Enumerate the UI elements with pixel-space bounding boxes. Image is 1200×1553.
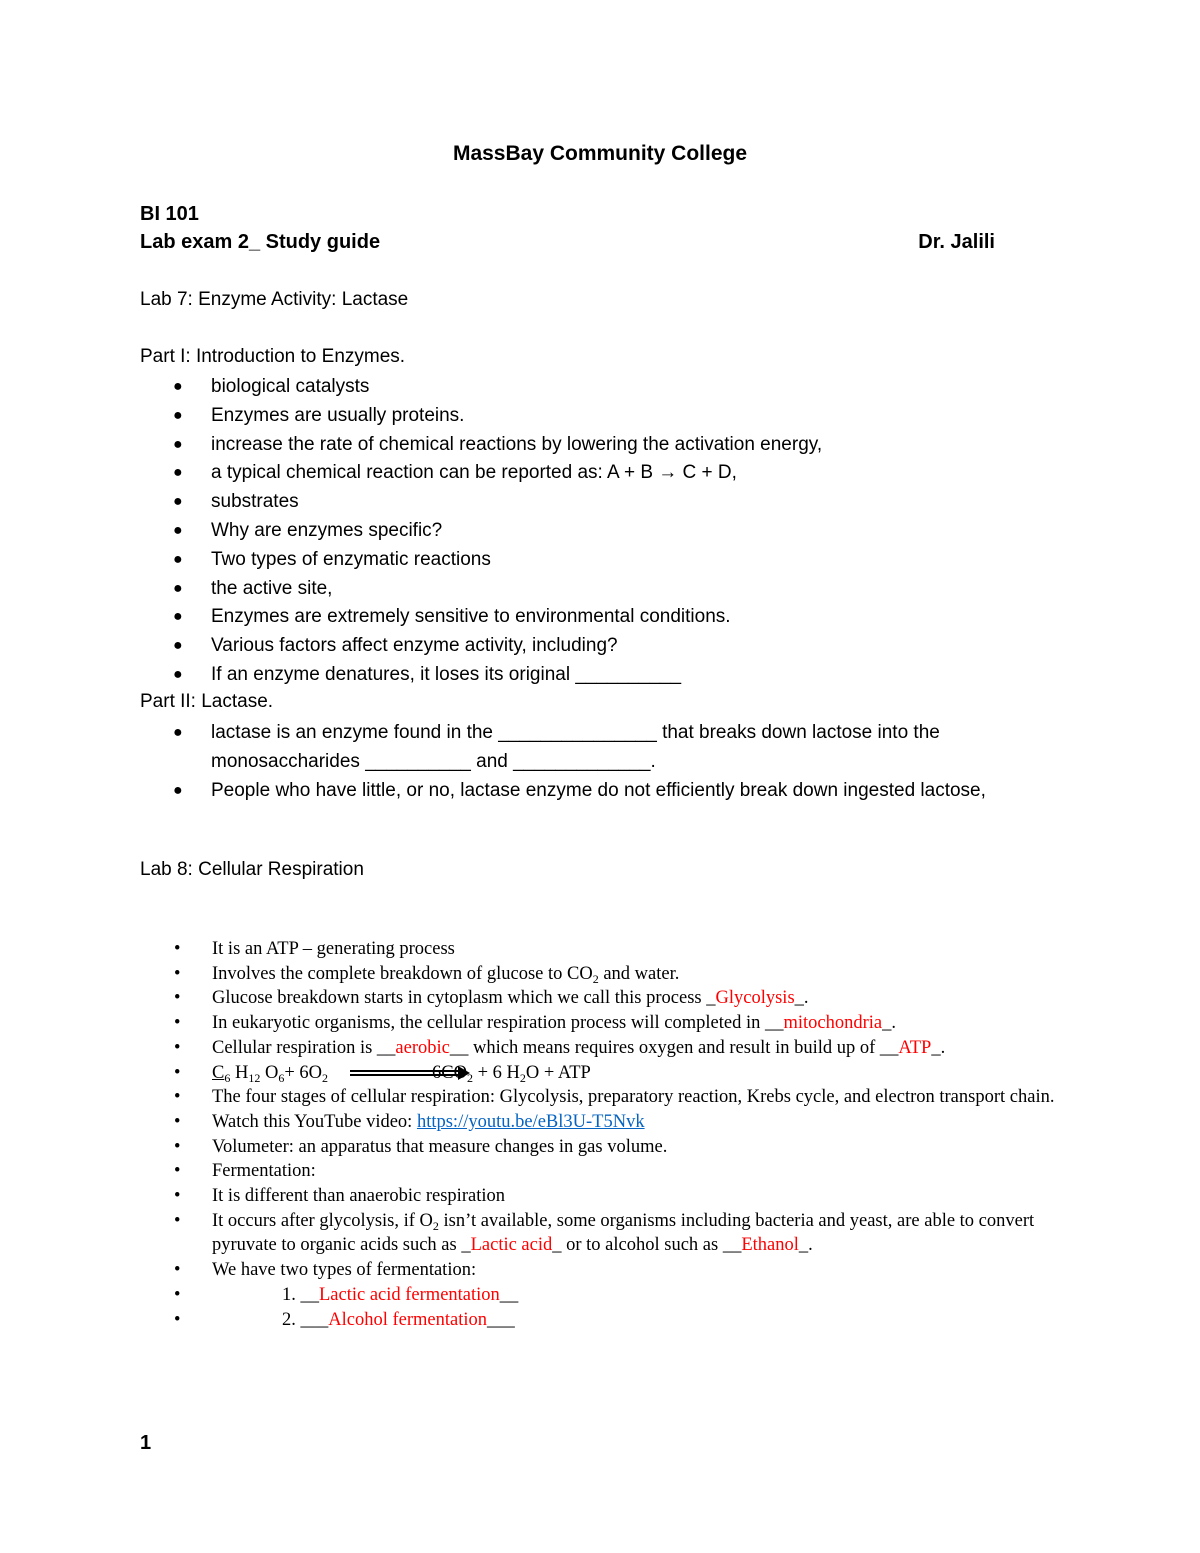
list-item: • Involves the complete breakdown of glucose to $CO_2$ and water.	[174, 963, 680, 986]
answer-mitochondria: mitochondria	[783, 1013, 883, 1034]
bullet-icon: ●	[173, 435, 183, 453]
lab8-heading: Lab 8: Cellular Respiration	[140, 859, 364, 880]
list-item: ● increase the rate of chemical reactions by lowering the activation energy,	[140, 431, 1060, 460]
bullet-icon: •	[174, 1210, 181, 1231]
bullet-icon: •	[174, 963, 181, 984]
bullet-icon: •	[174, 1260, 181, 1281]
bullet-icon: ●	[173, 637, 183, 655]
course-code: BI 101	[140, 203, 199, 225]
list-item: • The four stages of cellular respiration: Glycolysis, preparatory reaction, Krebs cycle, and electron transport chain.	[140, 1085, 1080, 1110]
answer-glycolysis: Glycolysis	[715, 988, 795, 1009]
part2-heading: Part II: Lactase.	[140, 691, 274, 712]
list-item: ● Why are enzymes specific?	[140, 517, 1060, 546]
bullet-icon: ●	[173, 608, 183, 626]
list-item: ● If an enzyme denatures, it loses its original __________	[140, 661, 1060, 690]
list-item: ● substrates	[140, 488, 1060, 517]
list-item: ● Two types of enzymatic reactions	[140, 546, 1060, 575]
answer-alcohol-fermentation: Alcohol fermentation	[328, 1309, 487, 1330]
youtube-link[interactable]: https://youtu.be/eBl3U-T5Nvk	[416, 1111, 645, 1132]
bullet-icon: •	[174, 988, 181, 1009]
list-item: • It is an ATP – generating process	[140, 937, 1080, 962]
part1-list	[140, 373, 1060, 690]
part1-heading: Part I: Introduction to Enzymes.	[140, 346, 406, 367]
bullet-icon: •	[174, 1037, 181, 1058]
list-item: • 1. __Lactic acid fermentation__	[140, 1283, 1080, 1308]
bullet-icon: ●	[173, 406, 183, 424]
instructor-name: Dr. Jalili	[918, 231, 995, 253]
bullet-icon: ●	[173, 579, 183, 597]
bullet-icon: ●	[173, 464, 183, 482]
bullet-icon: •	[174, 939, 181, 959]
list-item: • Cellular respiration is __aerobic__ which means requires oxygen and result in build up of __ATP_.	[140, 1036, 1080, 1061]
answer-lactic-acid: Lactic acid	[470, 1235, 553, 1256]
bullet-icon: •	[174, 1161, 181, 1182]
bullet-icon: ●	[173, 521, 183, 539]
list-item: • Glucose breakdown starts in cytoplasm which we call this process _Glycolysis_.	[140, 986, 1080, 1011]
list-item: • Fermentation:	[140, 1159, 1080, 1184]
list-item: ● Enzymes are usually proteins.	[140, 402, 1060, 431]
answer-aerobic: aerobic	[395, 1037, 450, 1058]
bullet-icon: •	[174, 1284, 181, 1305]
lab8-list	[140, 937, 1080, 1332]
bullet-icon: •	[174, 1309, 181, 1330]
bullet-icon: ●	[173, 378, 183, 395]
list-item: ● a typical chemical reaction can be reported as: A + B → C + D,	[140, 459, 1060, 488]
document-subtitle: Lab exam 2_ Study guide	[140, 231, 381, 253]
bullet-icon: •	[174, 1087, 181, 1108]
bullet-icon: •	[174, 1062, 181, 1083]
bullet-icon: ●	[173, 724, 183, 741]
college-title: MassBay Community College	[452, 142, 748, 165]
answer-lactic-fermentation: Lactic acid fermentation	[319, 1284, 500, 1305]
list-item: ● Enzymes are extremely sensitive to environmental conditions.	[140, 603, 1060, 632]
list-item: ● Various factors affect enzyme activity, including?	[140, 632, 1060, 661]
list-item: • Volumeter: an apparatus that measure changes in gas volume.	[140, 1135, 1080, 1160]
answer-ethanol: Ethanol	[741, 1235, 799, 1256]
bullet-icon: ●	[173, 665, 183, 683]
list-item: ● the active site,	[140, 575, 1060, 604]
list-item: • In eukaryotic organisms, the cellular respiration process will completed in __mitochondria_.	[140, 1011, 1080, 1036]
reaction-arrow-icon	[350, 1066, 470, 1080]
bullet-icon: ●	[173, 550, 183, 568]
bullet-icon: •	[174, 1111, 181, 1132]
list-item: ● lactase is an enzyme found in the _______________ that breaks down lactose into the monosaccharides __________ and _____________.	[140, 718, 1060, 776]
bullet-icon: ●	[173, 782, 183, 799]
list-item: • 2. ___Alcohol fermentation___	[140, 1308, 1080, 1333]
list-item: • It is different than anaerobic respiration	[140, 1184, 1080, 1209]
list-item: • It occurs after glycolysis, if $O_2$ isn’t available, some organisms including bacteria and yeast, are able to convert pyruvate to organic acids such as _Lactic acid_ or to alcohol such as __Ethanol_.	[174, 1210, 1035, 1256]
bullet-icon: •	[174, 1013, 181, 1034]
bullet-icon: ●	[173, 493, 183, 511]
list-item: ● biological catalysts	[140, 373, 1060, 402]
list-item: • We have two types of fermentation:	[140, 1258, 1080, 1283]
equation-item: • $C_6$ $H_{12}$ $O_6+ 6O_2$ $6CO_2 + 6$ $H_2O$ + ATP	[174, 1062, 591, 1085]
bullet-icon: •	[174, 1136, 181, 1157]
page-number: 1	[140, 1432, 152, 1454]
part2-list	[140, 718, 1060, 805]
list-item: • Watch this YouTube video: https://youtu.be/eBl3U-T5Nvk	[140, 1110, 1080, 1135]
lab7-heading: Lab 7: Enzyme Activity: Lactase	[140, 289, 409, 310]
bullet-icon: •	[174, 1186, 181, 1207]
answer-atp: ATP	[898, 1037, 932, 1058]
list-item: ● People who have little, or no, lactase enzyme do not efficiently break down ingested lactose,	[140, 776, 1060, 805]
